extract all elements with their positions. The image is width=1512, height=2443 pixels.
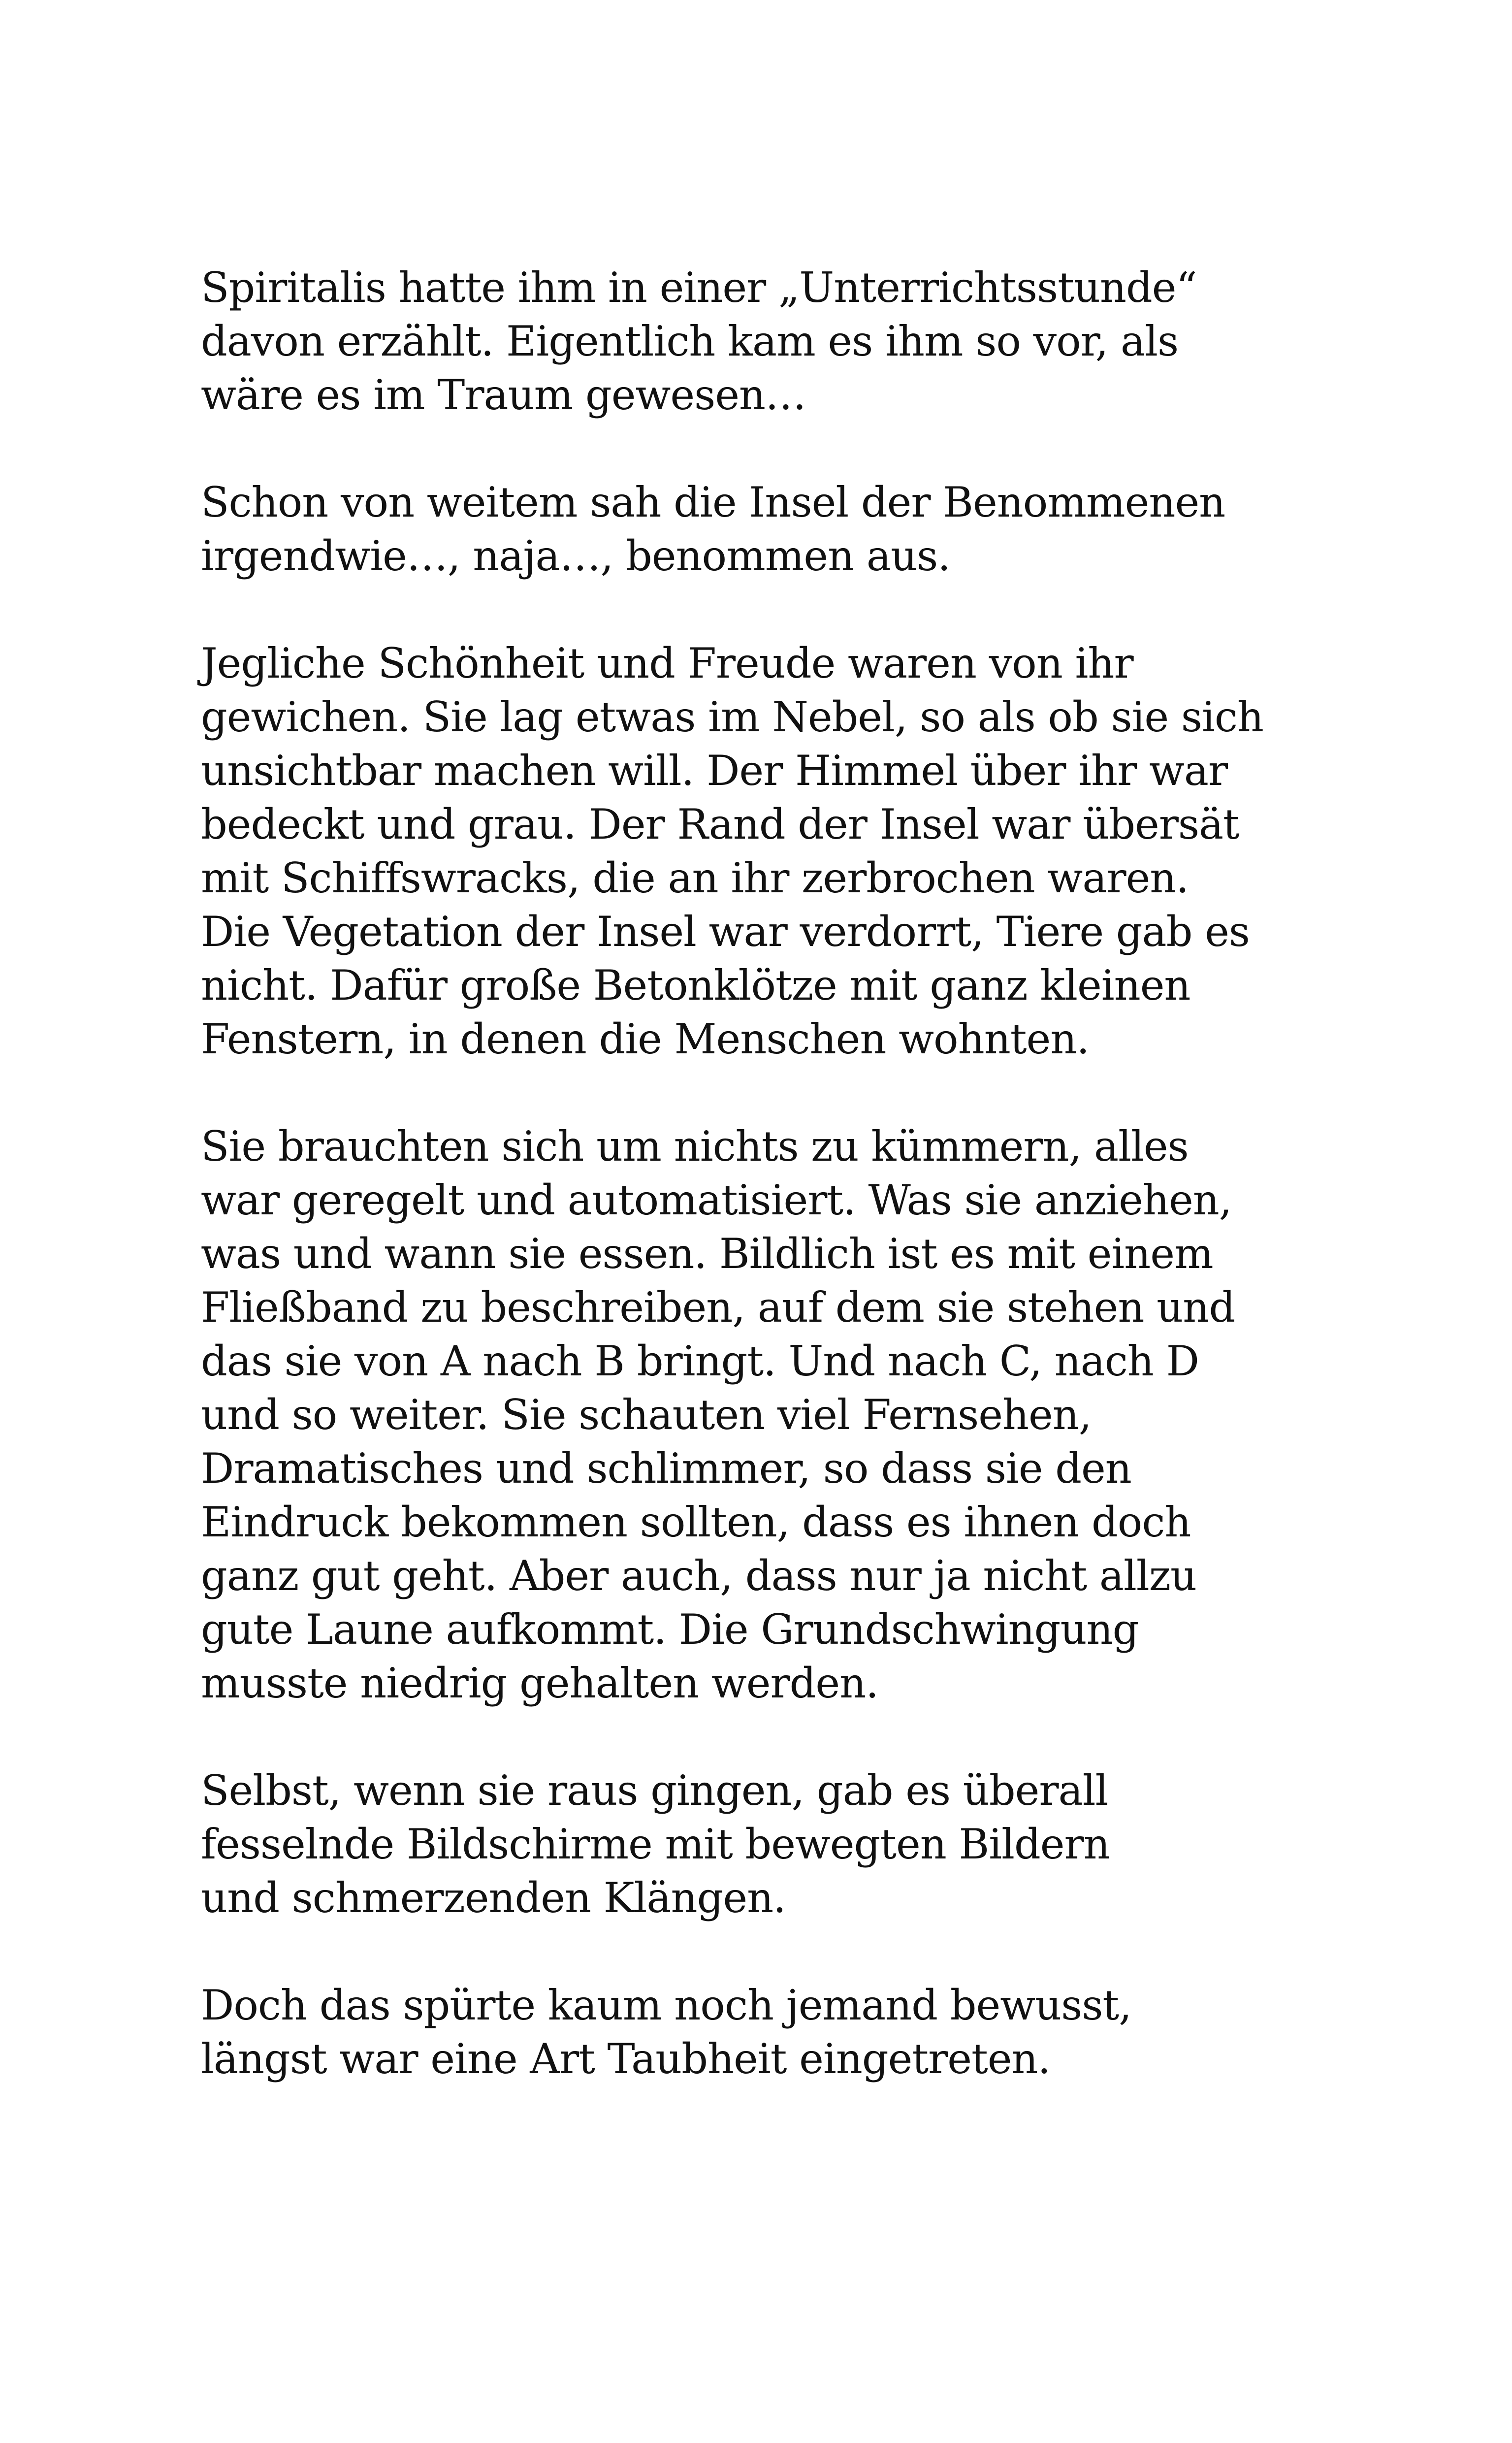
text-line: davon erzählt. Eigentlich kam es ihm so vor, als <box>201 317 1179 365</box>
paragraph-2 <box>201 476 1353 583</box>
text-line: wäre es im Traum gewesen… <box>201 371 806 419</box>
text-line: gute Laune aufkommt. Die Grundschwingung <box>201 1605 1139 1654</box>
text-line: Doch das spürte kaum noch jemand bewusst, <box>201 1981 1131 2029</box>
text-line: Jegliche Schönheit und Freude waren von ihr <box>201 639 1133 687</box>
text-line: nicht. Dafür große Betonklötze mit ganz kleinen <box>201 961 1190 1010</box>
text-line: das sie von A nach B bringt. Und nach C, nach D <box>201 1337 1199 1385</box>
text-line: Schon von weitem sah die Insel der Benommenen <box>201 478 1225 526</box>
text-line: Die Vegetation der Insel war verdorrt, Tiere gab es <box>201 908 1250 956</box>
paragraph-1 <box>201 261 1353 422</box>
text-line: fesselnde Bildschirme mit bewegten Bildern <box>201 1820 1110 1868</box>
text-line: Eindruck bekommen sollten, dass es ihnen doch <box>201 1498 1191 1546</box>
text-line: war geregelt und automatisiert. Was sie anziehen, <box>201 1176 1232 1224</box>
text-line: irgendwie…, naja…, benommen aus. <box>201 532 950 580</box>
paragraph-5 <box>201 1764 1353 1925</box>
text-line: gewichen. Sie lag etwas im Nebel, so als ob sie sich <box>201 693 1263 741</box>
paragraph-6 <box>201 1979 1353 2086</box>
text-line: was und wann sie essen. Bildlich ist es mit einem <box>201 1230 1213 1278</box>
text-line: mit Schiffswracks, die an ihr zerbrochen waren. <box>201 854 1189 902</box>
text-line: Spiritalis hatte ihm in einer „Unterrichtsstunde“ <box>201 263 1197 312</box>
text-line: Fließband zu beschreiben, auf dem sie stehen und <box>201 1283 1235 1332</box>
paragraph-4 <box>201 1120 1353 1710</box>
text-line: Dramatisches und schlimmer, so dass sie den <box>201 1444 1131 1493</box>
text-line: ganz gut geht. Aber auch, dass nur ja nicht allzu <box>201 1552 1197 1600</box>
text-line: unsichtbar machen will. Der Himmel über ihr war <box>201 747 1228 795</box>
text-line: längst war eine Art Taubheit eingetreten. <box>201 2035 1051 2083</box>
body-text <box>201 261 1353 2140</box>
text-line: und so weiter. Sie schauten viel Fernsehen, <box>201 1391 1092 1439</box>
text-line: Fenstern, in denen die Menschen wohnten. <box>201 1015 1090 1063</box>
text-line: musste niedrig gehalten werden. <box>201 1659 878 1707</box>
text-line: und schmerzenden Klängen. <box>201 1874 786 1922</box>
text-line: Selbst, wenn sie raus gingen, gab es überall <box>201 1766 1108 1815</box>
paragraph-3 <box>201 637 1353 1066</box>
text-line: bedeckt und grau. Der Rand der Insel war übersät <box>201 800 1239 848</box>
text-line: Sie brauchten sich um nichts zu kümmern, alles <box>201 1122 1189 1171</box>
